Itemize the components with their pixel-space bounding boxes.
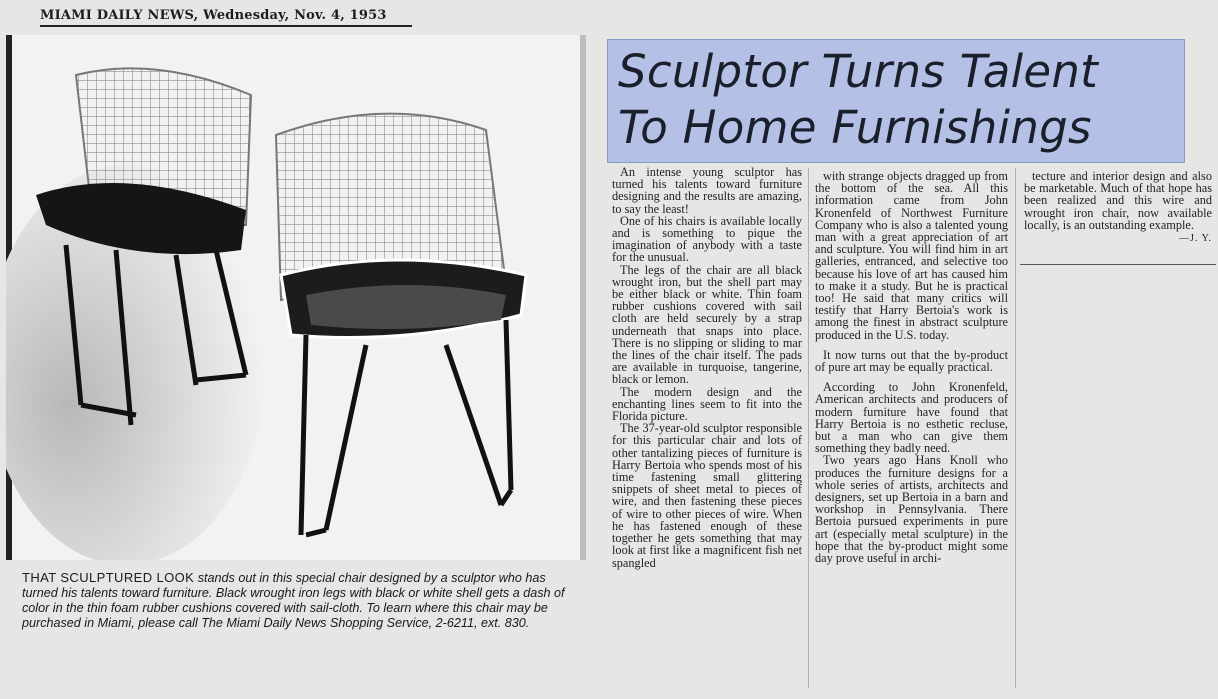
blank-area xyxy=(1016,268,1218,699)
paragraph: with strange objects dragged up from the bottom of the sea. All this information came from John Kronenfeld of Northwest Furniture Company who is also a talented young man with a great appreciation of art and sculpture. You will find him in art galleries, entranced, and selective too because his love of art has caused him to make it a study. But he is practical too! He said that many critics will testify that Harry Bertoia's work is among the finest in abstract sculpture produced in the U.S. today. xyxy=(815,169,1008,342)
paragraph: Two years ago Hans Knoll who produces the furniture designs for a whole series of artists, architects and designers, set up Bertoia in a barn and workshop in Pennsylvania. There Bertoia pursued experiments in pure art (especially metal sculpture) in the hope that the by-product might some day prove useful in archi- xyxy=(815,453,1008,566)
end-rule xyxy=(1020,264,1216,265)
paragraph: It now turns out that the by-product of pure art may be equally practical. xyxy=(815,347,1008,375)
caption-lead: THAT SCULPTURED LOOK xyxy=(22,570,195,585)
photo-caption xyxy=(22,570,582,631)
column-rule xyxy=(808,168,809,688)
article-column-1 xyxy=(612,166,802,691)
headline-line-2: To Home Furnishings xyxy=(618,101,1092,154)
paragraph: The modern design and the enchanting lines seem to fit into the Florida picture. xyxy=(612,384,802,424)
article-headline xyxy=(607,39,1185,163)
paragraph: According to John Kronenfeld, American architects and producers of modern furniture have found that Harry Bertoia is no esthetic recluse, but a man who can give them something they badly need. xyxy=(815,380,1008,456)
masthead: MIAMI DAILY NEWS, Wednesday, Nov. 4, 1953 xyxy=(40,8,412,27)
article-column-2 xyxy=(815,170,1008,695)
paragraph: An intense young sculptor has turned his talents toward furniture designing and the results are amazing, to say the least! xyxy=(612,165,802,216)
paragraph: One of his chairs is available locally and is something to pique the imagination of anybody with a taste for the unusual. xyxy=(612,213,802,265)
caption-body: stands out in this special chair designed by a sculptor who has turned his talents toward furniture. Black wrought iron legs with black or white shell gets a dash of color in the thin foam rubber cushions covered with sail-cloth. To learn where this chair may be purchased in Miami, please call The Miami Daily News Shopping Service, 2-6211, ext. 830. xyxy=(22,571,565,630)
author-signature: —J. Y. xyxy=(1179,233,1212,245)
paragraph: The legs of the chair are all black wrought iron, but the shell part may be either black or white. Thin foam rubber cushions covered with sail cloth are held securely by a strap underneath that snaps into place. There is no slipping or sliding to mar the lines of the chair itself. The pads are available in turquoise, tangerine, black or lemon. xyxy=(612,262,802,387)
paragraph: The 37-year-old sculptor responsible for this particular chair and lots of other tantalizing pieces of furniture is Harry Bertoia who spends most of his time fastening small glittering snippets of sheet metal to pieces of wire, and then fastening these pieces of wire to other pieces of wire. When he has fastened enough of these together he gets something that may look at first like a magnificent fish net spangled xyxy=(612,421,802,570)
chair-photo xyxy=(6,35,586,560)
paragraph: tecture and interior design and also be marketable. Much of that hope has been realized and this wire and wrought iron chair, now available locally, is an outstanding example. xyxy=(1024,169,1212,232)
article-column-3 xyxy=(1024,170,1212,245)
headline-line-1: Sculptor Turns Talent xyxy=(618,45,1099,98)
